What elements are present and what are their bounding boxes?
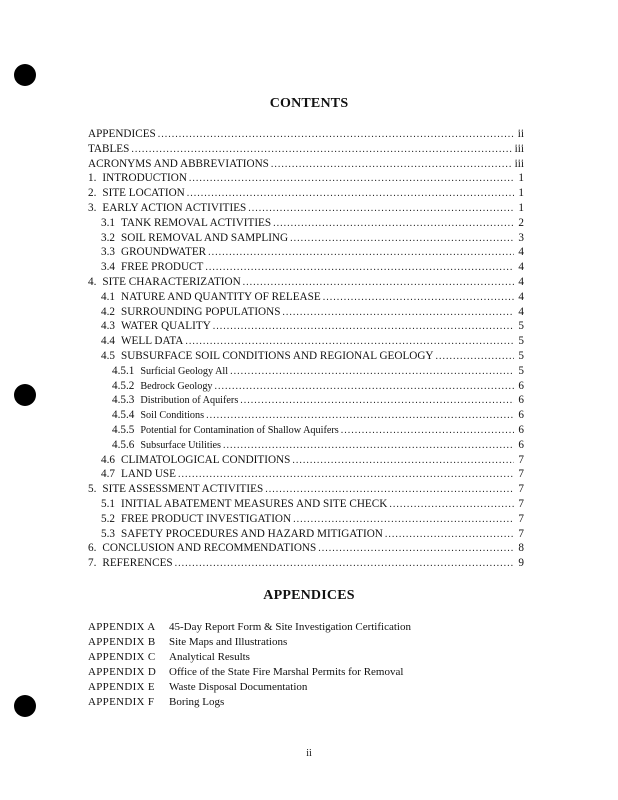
toc-entry-label: Soil Conditions [140,410,205,422]
toc-leader-dots [323,291,514,306]
toc-entry-number: 7. [88,557,97,570]
toc-entry[interactable] [88,541,524,556]
toc-entry-number: 5. [88,483,97,496]
toc-leader-dots [385,528,514,543]
toc-entry-page: iii [514,157,524,170]
toc-entry-number: 6. [88,542,97,555]
toc-leader-dots [293,513,514,528]
toc-leader-dots [248,202,514,217]
toc-entry-page: 1 [518,187,524,200]
toc-entry[interactable] [88,231,524,246]
appendix-title: Boring Logs [169,696,225,708]
toc-entry-label: INTRODUCTION [102,172,187,185]
toc-entry-label: WELL DATA [120,335,184,348]
toc-entry-page: 1 [518,172,524,185]
appendix-code: APPENDIX D [88,666,157,678]
toc-entry-label: Bedrock Geology [140,380,213,392]
toc-entry[interactable] [88,171,524,186]
toc-entry-number: 5.1 [101,497,115,510]
toc-entry-number: 3. [88,201,97,214]
toc-entry-page: ii [517,128,524,140]
toc-entry[interactable] [88,305,524,320]
toc-entry-label: TABLES [88,142,130,155]
toc-entry-label: Subsurface Utilities [140,439,222,451]
toc-entry-label: APPENDICES [88,128,156,140]
toc-entry-label: SITE ASSESSMENT ACTIVITIES [102,483,264,496]
toc-leader-dots [175,557,514,572]
appendix-title: Office of the State Fire Marshal Permits for Removal [169,666,404,678]
toc-entry[interactable] [88,260,524,275]
toc-entry[interactable] [88,216,524,231]
appendices-title: APPENDICES [263,588,355,603]
appendix-item [88,620,528,635]
toc-entry-page: 9 [518,557,524,570]
appendix-title: 45-Day Report Form & Site Investigation Certification [169,621,411,633]
toc-entry[interactable] [88,408,524,423]
toc-entry-number: 4.3 [101,320,115,333]
appendix-title: Analytical Results [169,651,250,663]
toc-entry-number: 5.3 [101,527,115,540]
toc-leader-dots [185,335,514,350]
toc-entry[interactable] [88,364,524,379]
toc-entry-label: SITE LOCATION [102,187,185,200]
appendix-title: Waste Disposal Documentation [169,681,308,693]
toc-entry[interactable] [88,157,524,172]
toc-entry-number: 4.5.1 [112,364,135,377]
appendix-code: APPENDIX B [88,636,156,648]
toc-leader-dots [223,439,514,454]
toc-entry-label: Potential for Contamination of Shallow Aquifers [140,424,339,436]
toc-entry-number: 3.1 [101,216,115,229]
toc-entry-number: 4.4 [101,335,115,348]
toc-leader-dots [271,158,513,173]
toc-entry[interactable] [88,438,524,453]
page-number: ii [306,748,312,759]
toc-entry-label: FREE PRODUCT [120,261,204,274]
toc-entry-label: SURROUNDING POPULATIONS [120,305,281,318]
toc-entry-label: FREE PRODUCT INVESTIGATION [120,512,292,525]
toc-entry-number: 4.7 [101,468,115,481]
toc-entry-label: SOIL REMOVAL AND SAMPLING [120,231,289,244]
toc-entry-label: REFERENCES [102,557,173,570]
toc-entry[interactable] [88,556,524,571]
toc-leader-dots [213,320,514,335]
binder-hole-bottom [14,695,36,717]
toc-entry-number: 3.3 [101,246,115,259]
toc-entry-page: 6 [518,394,524,407]
toc-entry-label: LAND USE [120,468,176,481]
toc-entry-page: 3 [518,231,524,244]
toc-entry-page: 7 [518,483,524,496]
toc-leader-dots [243,276,514,291]
toc-entry-number: 4.5.4 [112,409,135,422]
toc-entry-label: EARLY ACTION ACTIVITIES [102,201,247,214]
toc-leader-dots [341,424,514,439]
table-of-contents [88,127,524,571]
toc-entry[interactable] [88,349,524,364]
toc-entry-page: 4 [518,246,524,259]
toc-entry[interactable] [88,512,524,527]
toc-leader-dots [206,409,514,424]
toc-leader-dots [230,365,514,380]
toc-entry-label: NATURE AND QUANTITY OF RELEASE [120,290,321,303]
appendix-item [88,650,528,665]
toc-leader-dots [290,232,514,247]
toc-entry-page: iii [514,142,524,155]
toc-leader-dots [265,483,514,498]
toc-leader-dots [208,246,514,261]
toc-entry-label: SITE CHARACTERIZATION [102,275,241,288]
toc-entry[interactable] [88,290,524,305]
appendix-item [88,695,528,710]
toc-entry-page: 7 [518,527,524,540]
toc-leader-dots [436,350,514,365]
contents-title: CONTENTS [269,96,349,111]
toc-entry-page: 1 [518,201,524,214]
toc-leader-dots [273,217,514,232]
toc-entry-number: 4.1 [101,290,115,303]
toc-entry[interactable] [88,379,524,394]
toc-entry-number: 3.2 [101,231,115,244]
toc-entry-number: 3.4 [101,261,115,274]
binder-hole-middle [14,384,36,406]
toc-leader-dots [187,187,514,202]
toc-entry-page: 5 [518,364,524,377]
toc-entry-page: 6 [518,438,524,451]
toc-entry-label: Distribution of Aquifers [140,395,239,407]
toc-entry[interactable] [88,334,524,349]
toc-entry-page: 6 [518,409,524,422]
toc-entry-number: 4. [88,275,97,288]
toc-entry-label: TANK REMOVAL ACTIVITIES [120,216,272,229]
appendix-item [88,680,528,695]
appendix-item [88,665,528,680]
toc-leader-dots [389,498,514,513]
toc-entry[interactable] [88,127,524,142]
toc-entry-number: 4.5.2 [112,379,135,392]
toc-entry-page: 6 [518,423,524,436]
toc-entry[interactable] [88,186,524,201]
toc-entry-label: INITIAL ABATEMENT MEASURES AND SITE CHECK [120,497,388,510]
toc-entry-label: Surficial Geology All [140,365,229,377]
toc-entry-number: 4.5.3 [112,394,135,407]
toc-entry-label: SAFETY PROCEDURES AND HAZARD MITIGATION [120,527,383,540]
toc-entry-number: 4.2 [101,305,115,318]
toc-entry-page: 5 [518,349,524,362]
appendix-title: Site Maps and Illustrations [169,636,288,648]
toc-leader-dots [215,380,514,395]
toc-entry-page: 6 [518,379,524,392]
appendix-item [88,635,528,650]
toc-entry-page: 8 [518,542,524,555]
toc-entry-number: 2. [88,187,97,200]
toc-entry[interactable] [88,275,524,290]
toc-leader-dots [158,128,514,143]
toc-entry-page: 7 [518,497,524,510]
toc-leader-dots [131,143,512,158]
toc-entry[interactable] [88,201,524,216]
toc-entry-label: CLIMATOLOGICAL CONDITIONS [120,453,291,466]
toc-entry-page: 7 [518,453,524,466]
toc-entry-page: 4 [518,275,524,288]
toc-entry-number: 5.2 [101,512,115,525]
toc-entry[interactable] [88,319,524,334]
toc-entry-page: 2 [518,216,524,229]
toc-entry-label: CONCLUSION AND RECOMMENDATIONS [102,542,317,555]
toc-entry-page: 7 [518,512,524,525]
appendix-code: APPENDIX A [88,621,156,633]
toc-entry-number: 4.5.6 [112,438,135,451]
toc-entry-label: ACRONYMS AND ABBREVIATIONS [88,157,269,170]
toc-entry-label: SUBSURFACE SOIL CONDITIONS AND REGIONAL GEOLOGY [120,349,434,362]
binder-hole-top [14,64,36,86]
toc-leader-dots [178,468,514,483]
toc-entry[interactable] [88,142,524,157]
appendices-list [88,620,528,710]
toc-leader-dots [189,172,514,187]
toc-entry[interactable] [88,482,524,497]
toc-leader-dots [282,306,514,321]
toc-entry-page: 4 [518,290,524,303]
toc-entry-page: 7 [518,468,524,481]
toc-entry[interactable] [88,423,524,438]
toc-leader-dots [318,542,514,557]
toc-leader-dots [205,261,514,276]
toc-entry[interactable] [88,393,524,408]
appendix-code: APPENDIX E [88,681,155,693]
toc-entry-number: 4.6 [101,453,115,466]
toc-entry[interactable] [88,527,524,542]
toc-entry[interactable] [88,497,524,512]
toc-entry[interactable] [88,453,524,468]
toc-entry-number: 4.5.5 [112,423,135,436]
toc-entry-label: GROUNDWATER [120,246,207,259]
toc-entry-page: 4 [518,261,524,274]
toc-entry[interactable] [88,245,524,260]
toc-entry-page: 4 [518,305,524,318]
toc-entry-label: WATER QUALITY [120,320,211,333]
toc-entry-number: 4.5 [101,349,115,362]
toc-entry-page: 5 [518,320,524,333]
toc-leader-dots [240,394,514,409]
appendix-code: APPENDIX C [88,651,156,663]
appendix-code: APPENDIX F [88,696,155,708]
toc-entry-number: 1. [88,172,97,185]
toc-entry[interactable] [88,467,524,482]
toc-entry-page: 5 [518,335,524,348]
toc-leader-dots [292,454,514,469]
